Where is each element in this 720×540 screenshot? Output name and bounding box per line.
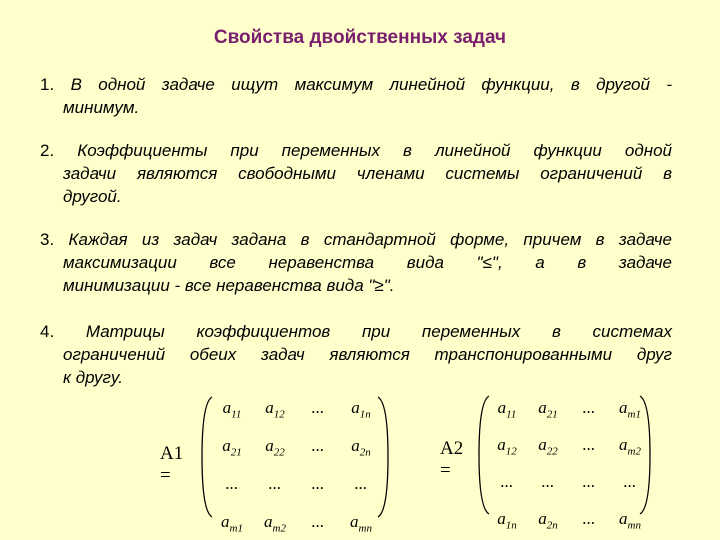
matrix-entry: $a_{m2}$ bbox=[619, 435, 641, 458]
property-1 bbox=[40, 73, 672, 119]
property-text-line: максимизации все неравенства вида "≤", а в задаче bbox=[63, 253, 672, 272]
matrix-entry: ... bbox=[582, 435, 596, 454]
property-number: 3. bbox=[40, 230, 55, 249]
property-text-line: другой. bbox=[63, 187, 122, 206]
matrix-entry: $a_{22}$ bbox=[265, 436, 285, 459]
matrix-entry: $a_{mn}$ bbox=[619, 509, 641, 532]
matrix-entry: $a_{12}$ bbox=[497, 435, 517, 458]
property-text-line: Матрицы коэффициентов при переменных в системах bbox=[85, 322, 672, 341]
matrix-entry: ... bbox=[311, 512, 325, 531]
matrix-entry: ... bbox=[541, 472, 555, 491]
matrix-entry: ... bbox=[311, 474, 325, 493]
property-number: 1. bbox=[40, 75, 55, 94]
property-text-line: минимизации - все неравенства вида "≥". bbox=[63, 276, 395, 295]
matrix-entry: ... bbox=[582, 398, 596, 417]
matrix-entry: $a_{mn}$ bbox=[350, 512, 372, 535]
matrix-entry: $a_{2n}$ bbox=[538, 509, 558, 532]
matrix-entry: $a_{1n}$ bbox=[497, 509, 517, 532]
matrix-entry: $a_{22}$ bbox=[538, 435, 558, 458]
property-text-line: Каждая из задач задана в стандартной форме, причем в задаче bbox=[68, 230, 672, 249]
property-2 bbox=[40, 139, 672, 208]
matrix-entry: ... bbox=[582, 472, 596, 491]
matrix-label: A1 = bbox=[160, 443, 184, 486]
matrix-entry: $a_{1n}$ bbox=[351, 398, 371, 421]
property-number: 2. bbox=[40, 141, 55, 160]
property-number: 4. bbox=[40, 322, 55, 341]
matrix-entry: ... bbox=[225, 474, 239, 493]
matrix-entry: ... bbox=[311, 436, 325, 455]
slide-title: Свойства двойственных задач bbox=[213, 27, 507, 48]
matrix-entry: ... bbox=[268, 474, 282, 493]
matrix-entry: ... bbox=[354, 474, 368, 493]
property-text-line: задачи являются свободными членами системы ограничений в bbox=[63, 164, 672, 183]
matrix-entry: $a_{21}$ bbox=[222, 436, 242, 459]
property-4 bbox=[40, 320, 672, 389]
matrix-entry: ... bbox=[311, 398, 325, 417]
property-text-line: Коэффициенты при переменных в линейной функции одной bbox=[77, 141, 673, 160]
matrix-label: A2 = bbox=[440, 438, 464, 481]
property-text-line: к другу. bbox=[63, 368, 124, 387]
matrix-entry: ... bbox=[623, 472, 637, 491]
matrix-entry: ... bbox=[500, 472, 514, 491]
property-3 bbox=[40, 228, 672, 297]
matrix-entry: $a_{11}$ bbox=[222, 398, 242, 421]
matrix-entry: $a_{2n}$ bbox=[351, 436, 371, 459]
matrix-entry: $a_{11}$ bbox=[497, 398, 517, 421]
property-text-line: ограничений обеих задач являются транспонированными друг bbox=[63, 345, 672, 364]
matrix-entry: $a_{m2}$ bbox=[264, 512, 286, 535]
matrix-entry: $a_{12}$ bbox=[265, 398, 285, 421]
matrix-entry: $a_{m1}$ bbox=[619, 398, 641, 421]
property-text-line: минимум. bbox=[63, 98, 140, 117]
matrix-entry: ... bbox=[582, 509, 596, 528]
matrix-entry: $a_{21}$ bbox=[538, 398, 558, 421]
matrix-entry: $a_{m1}$ bbox=[221, 512, 243, 535]
property-text-line: В одной задаче ищут максимум линейной функции, в другой - bbox=[70, 75, 672, 94]
